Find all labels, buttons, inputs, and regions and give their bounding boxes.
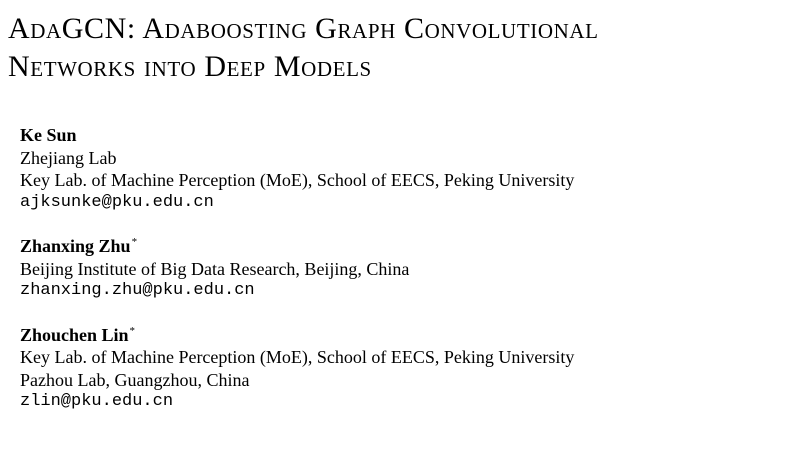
author-affiliation: Zhejiang Lab xyxy=(20,147,117,168)
author-email[interactable]: ajksunke@pku.edu.cn xyxy=(20,192,214,212)
author-email[interactable]: zlin@pku.edu.cn xyxy=(20,392,174,411)
author-name-text: Zhouchen Lin xyxy=(20,324,129,345)
corresponding-author-mark: * xyxy=(129,324,136,337)
author-affiliation: Key Lab. of Machine Perception (MoE), School of EECS, Peking University xyxy=(20,170,575,190)
author-affiliation: Beijing Institute of Big Data Research, Beijing, China xyxy=(20,258,410,279)
author-name-text: Ke Sun xyxy=(20,125,77,145)
author-affiliation: Pazhou Lab, Guangzhou, China xyxy=(20,369,250,390)
author-affiliation: Key Lab. of Machine Perception (MoE), School of EECS, Peking University xyxy=(20,347,575,367)
author-block-zhanxing-zhu xyxy=(20,235,800,303)
author-name xyxy=(20,124,800,147)
author-name-text: Zhanxing Zhu xyxy=(20,236,131,256)
author-block-zhouchen-lin xyxy=(20,324,800,414)
author-email[interactable]: zhanxing.zhu@pku.edu.cn xyxy=(20,281,255,300)
corresponding-author-mark: * xyxy=(131,236,138,248)
paper-title-line-2: Networks into Deep Models xyxy=(8,50,372,83)
author-block-ke-sun xyxy=(20,124,800,214)
author-name xyxy=(20,324,800,347)
paper-title xyxy=(8,10,808,86)
paper-title-line-1: AdaGCN: Adaboosting Graph Convolutional xyxy=(8,12,599,45)
author-list xyxy=(20,124,800,435)
author-name xyxy=(20,235,800,258)
